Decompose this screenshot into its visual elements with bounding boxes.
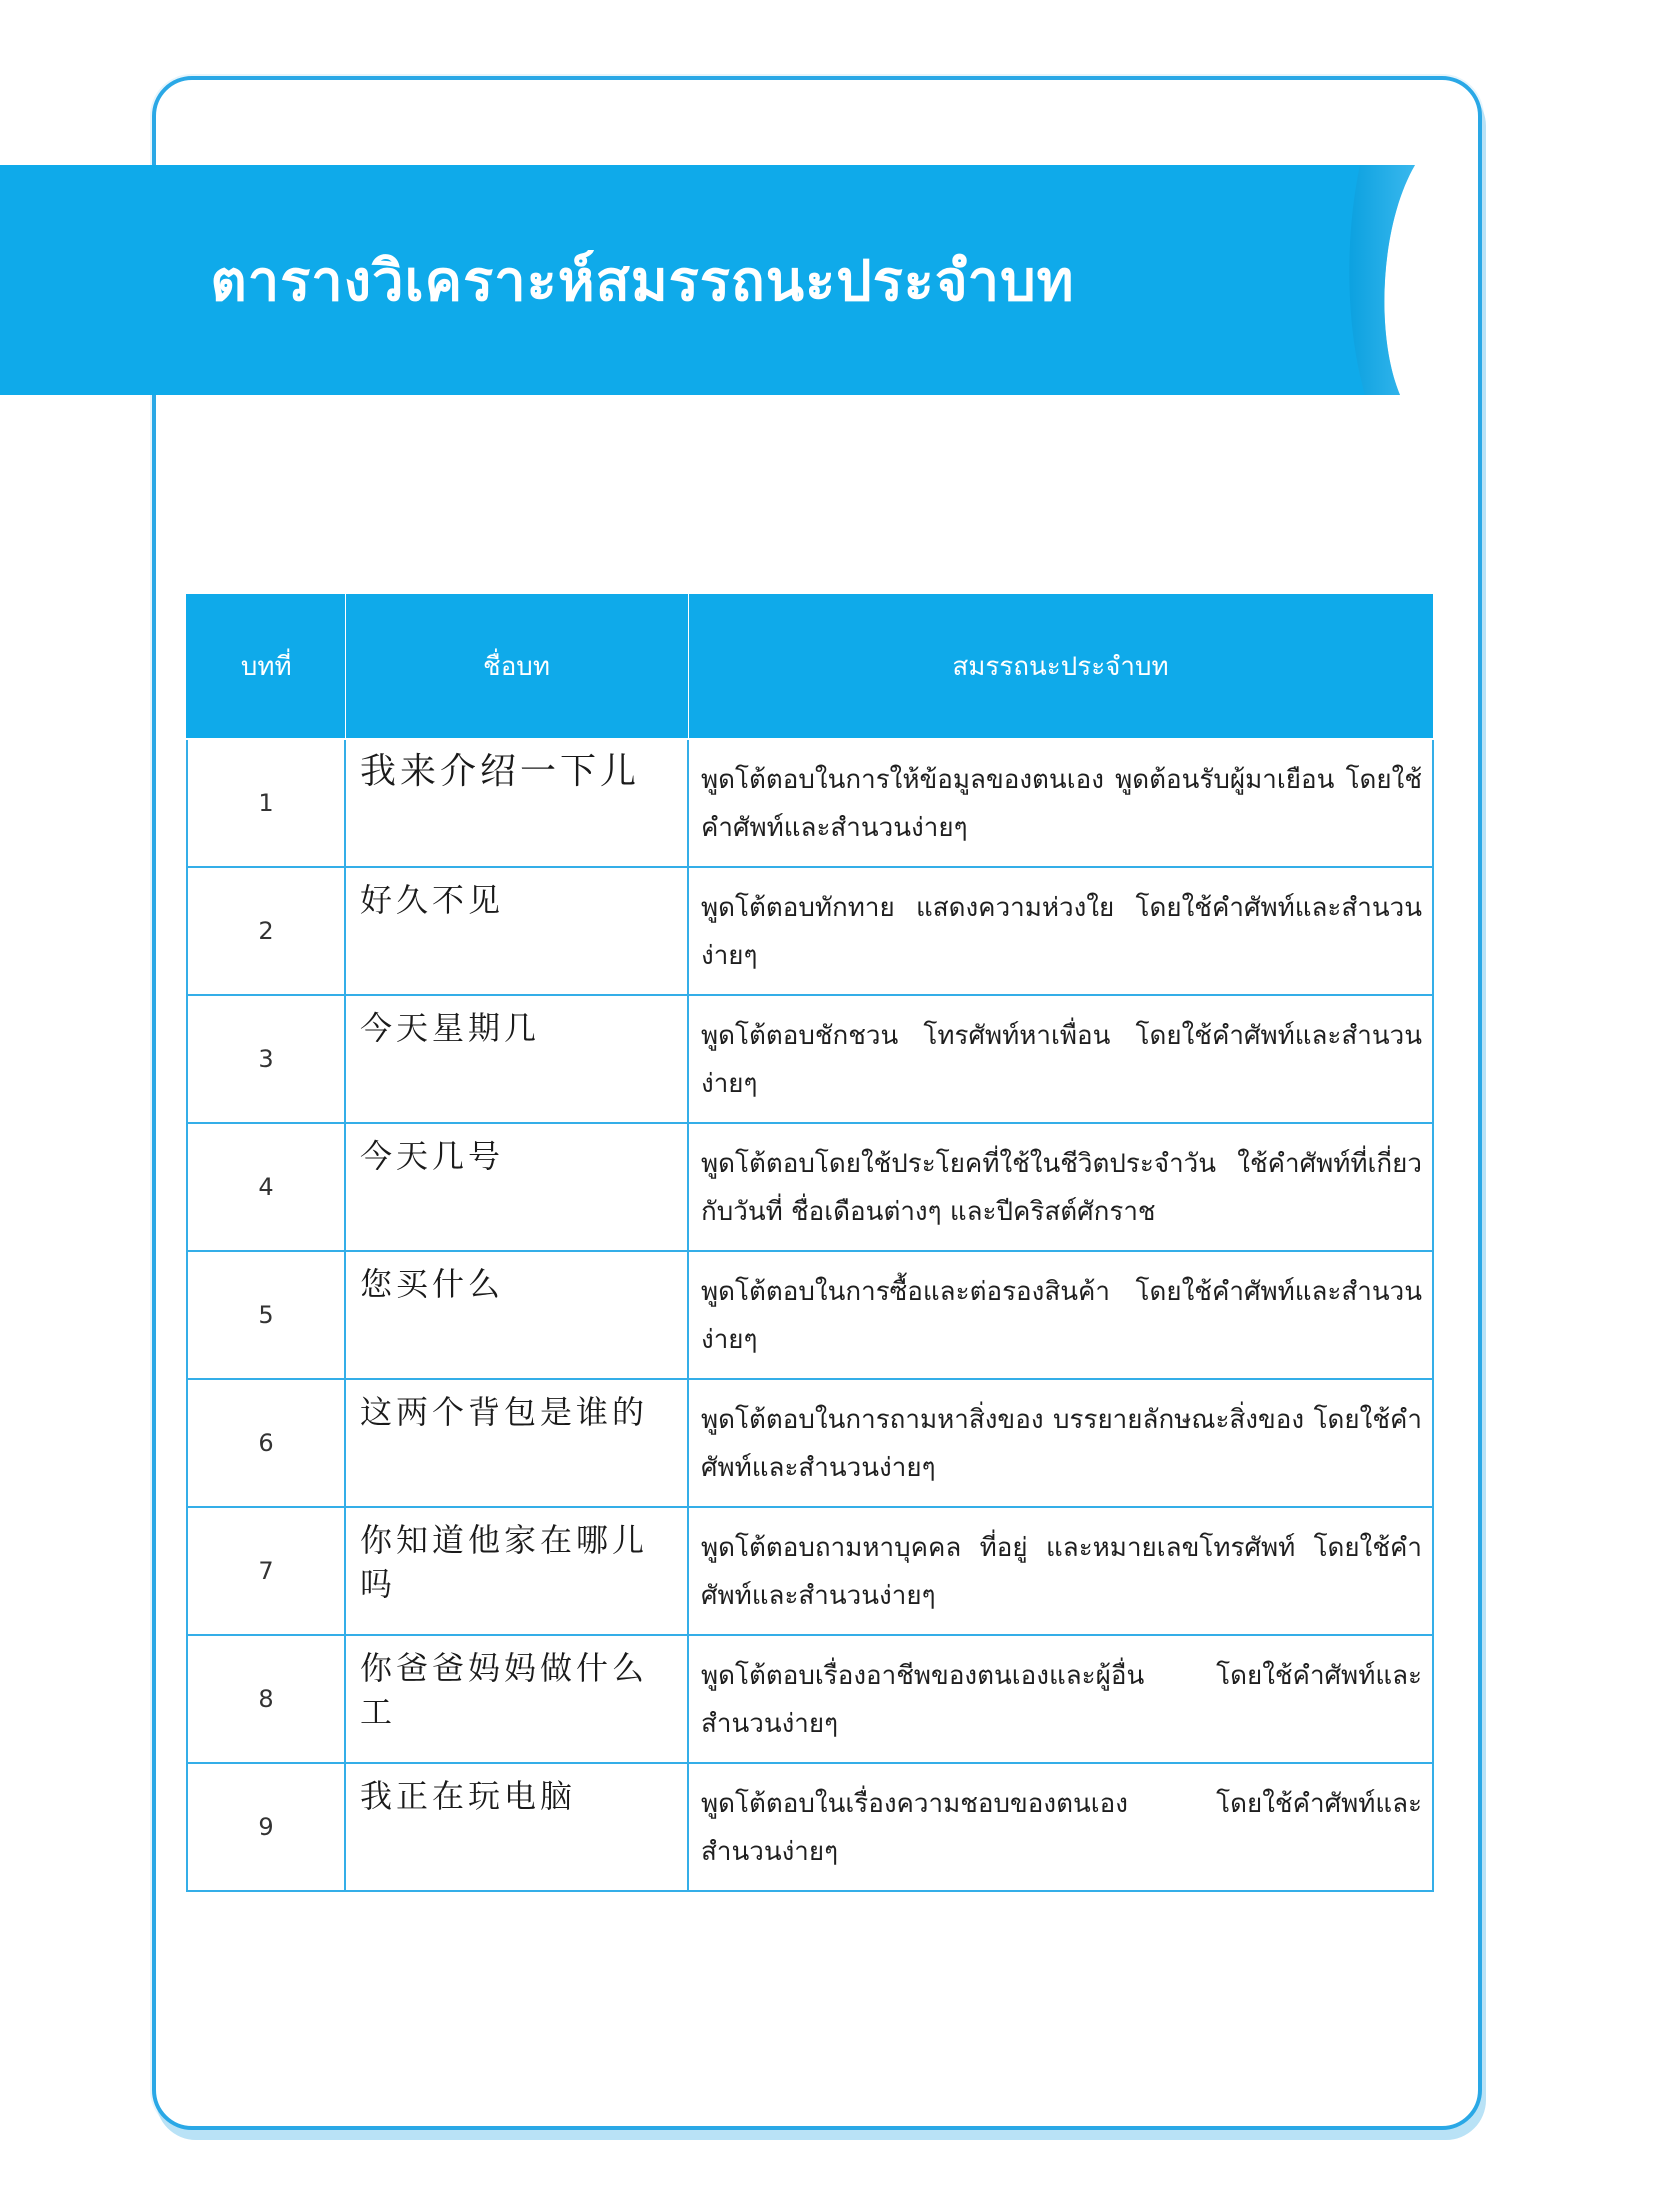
- header-lesson-name: ชื่อบท: [345, 593, 688, 739]
- lesson-competency: พูดโต้ตอบเรื่องอาชีพของตนเองและผู้อื่น โดยใช้คำศัพท์และสำนวนง่ายๆ: [688, 1635, 1433, 1763]
- lesson-name: 好久不见: [345, 867, 688, 995]
- table-row: [187, 867, 1433, 995]
- lesson-number: 5: [187, 1251, 345, 1379]
- table-row: [187, 1379, 1433, 1507]
- lesson-number: 1: [187, 739, 345, 867]
- lesson-competency: พูดโต้ตอบในเรื่องความชอบของตนเอง โดยใช้คำศัพท์และสำนวนง่ายๆ: [688, 1763, 1433, 1891]
- table-row: [187, 1763, 1433, 1891]
- lesson-number: 3: [187, 995, 345, 1123]
- table-row: [187, 1507, 1433, 1635]
- lesson-competency: พูดโต้ตอบในการถามหาสิ่งของ บรรยายลักษณะสิ่งของ โดยใช้คำศัพท์และสำนวนง่ายๆ: [688, 1379, 1433, 1507]
- lesson-number: 2: [187, 867, 345, 995]
- title-banner: [0, 165, 1415, 395]
- lesson-number: 9: [187, 1763, 345, 1891]
- competency-table: [186, 592, 1432, 1892]
- lesson-name: 这两个背包是谁的: [345, 1379, 688, 1507]
- table-row: [187, 739, 1433, 867]
- table-row: [187, 995, 1433, 1123]
- lesson-competency: พูดโต้ตอบถามหาบุคคล ที่อยู่ และหมายเลขโทรศัพท์ โดยใช้คำศัพท์และสำนวนง่ายๆ: [688, 1507, 1433, 1635]
- lesson-name: 今天星期几: [345, 995, 688, 1123]
- lesson-name: 我来介绍一下儿: [345, 739, 688, 867]
- lesson-name: 你知道他家在哪儿吗: [345, 1507, 688, 1635]
- table-row: [187, 1123, 1433, 1251]
- lesson-competency: พูดโต้ตอบโดยใช้ประโยคที่ใช้ในชีวิตประจำวัน ใช้คำศัพท์ที่เกี่ยวกับวันที่ ชื่อเดือนต่างๆ และปีคริสต์ศักราช: [688, 1123, 1433, 1251]
- page-title: ตารางวิเคราะห์สมรรถนะประจำบท: [210, 247, 1075, 314]
- lesson-name: 您买什么: [345, 1251, 688, 1379]
- lesson-number: 4: [187, 1123, 345, 1251]
- table-header-row: [187, 593, 1433, 739]
- lesson-number: 6: [187, 1379, 345, 1507]
- lesson-competency: พูดโต้ตอบในการซื้อและต่อรองสินค้า โดยใช้คำศัพท์และสำนวนง่ายๆ: [688, 1251, 1433, 1379]
- lesson-competency: พูดโต้ตอบชักชวน โทรศัพท์หาเพื่อน โดยใช้คำศัพท์และสำนวนง่ายๆ: [688, 995, 1433, 1123]
- header-competency: สมรรถนะประจำบท: [688, 593, 1433, 739]
- lesson-competency: พูดโต้ตอบในการให้ข้อมูลของตนเอง พูดต้อนรับผู้มาเยือน โดยใช้คำศัพท์และสำนวนง่ายๆ: [688, 739, 1433, 867]
- table-row: [187, 1635, 1433, 1763]
- lesson-number: 8: [187, 1635, 345, 1763]
- lesson-name: 今天几号: [345, 1123, 688, 1251]
- header-lesson-no: บทที่: [187, 593, 345, 739]
- lesson-competency: พูดโต้ตอบทักทาย แสดงความห่วงใย โดยใช้คำศัพท์และสำนวนง่ายๆ: [688, 867, 1433, 995]
- lesson-number: 7: [187, 1507, 345, 1635]
- table-row: [187, 1251, 1433, 1379]
- lesson-name: 你爸爸妈妈做什么工: [345, 1635, 688, 1763]
- lesson-name: 我正在玩电脑: [345, 1763, 688, 1891]
